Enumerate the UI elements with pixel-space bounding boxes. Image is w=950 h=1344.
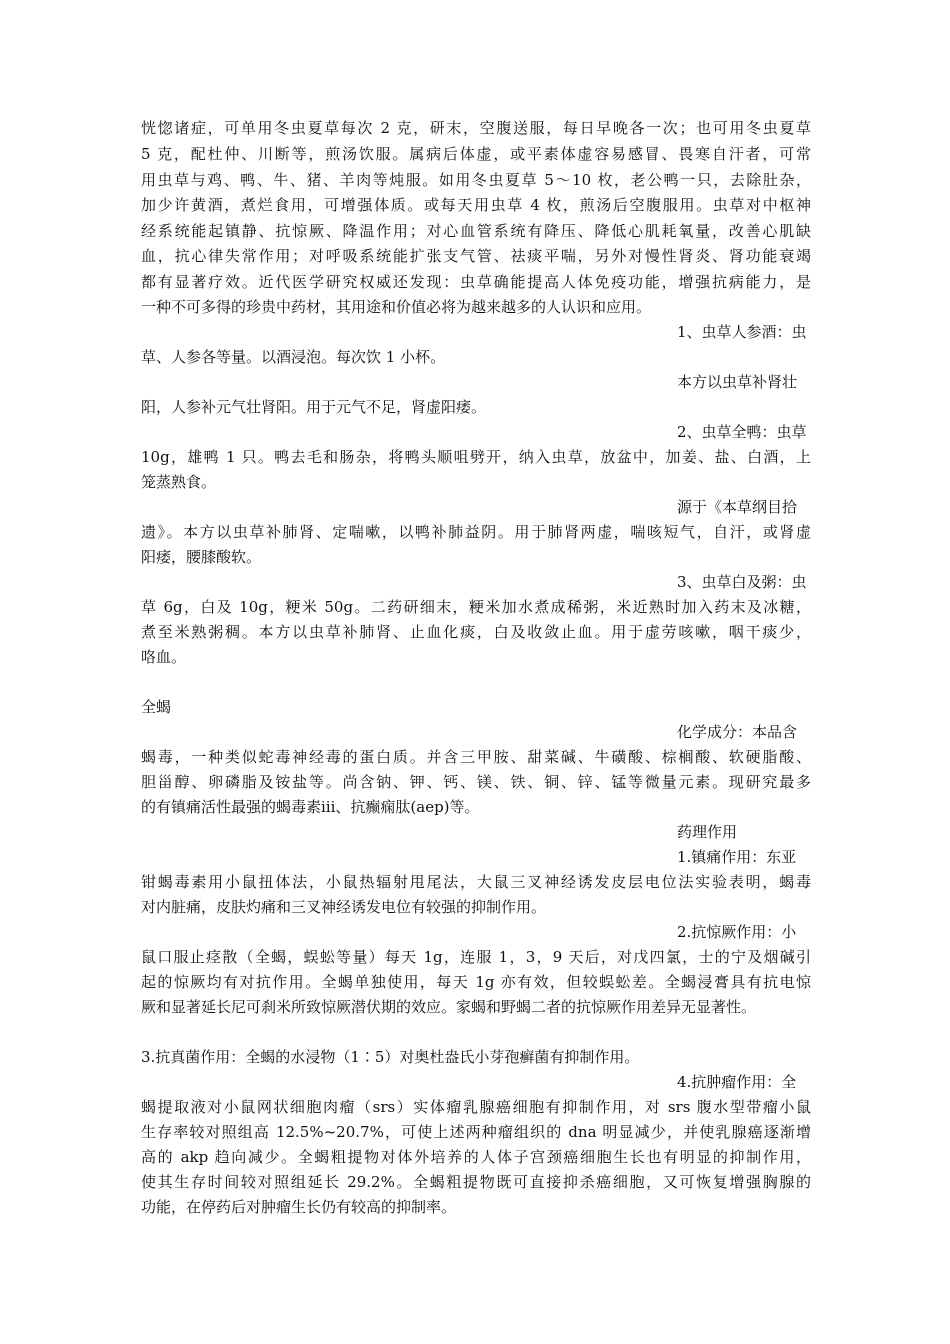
subsection-heading: 4.抗肿瘤作用：全 — [677, 1073, 797, 1091]
section-heading: 化学成分：本品含 — [677, 723, 798, 741]
paragraph-line: 起的惊厥均有对抗作用。全蝎单独使用，每天 1g 亦有效，但较蜈蚣差。全蝎浸膏具有抗电惊 — [141, 973, 811, 991]
subsection-heading: 1.镇痛作用：东亚 — [677, 848, 797, 866]
paragraph-line: 胆甾醇、卵磷脂及铵盐等。尚含钠、钾、钙、镁、铁、铜、锌、锰等微量元素。现研究最多 — [141, 773, 811, 791]
paragraph-line: 生存率较对照组高 12.5%~20.7%，可使上述两种瘤组织的 dna 明显减少，并使乳腺癌逐渐增 — [141, 1123, 811, 1141]
paragraph-line: 厥和显著延长尼可刹米所致惊厥潜伏期的效应。家蝎和野蝎二者的抗惊厥作用差异无显著性。 — [141, 998, 757, 1016]
paragraph-line: 蝎毒，一种类似蛇毒神经毒的蛋白质。并含三甲胺、甜菜碱、牛磺酸、棕榈酸、软硬脂酸、 — [141, 748, 811, 766]
paragraph-line: 本方以虫草补肾壮 — [677, 373, 798, 391]
paragraph-line: 血，抗心律失常作用；对呼吸系统能扩张支气管、祛痰平喘，另外对慢性肾炎、肾功能衰竭 — [141, 247, 811, 265]
paragraph-line: 一种不可多得的珍贵中药材，其用途和价值必将为越来越多的人认识和应用。 — [141, 298, 652, 316]
paragraph-line: 5 克，配杜仲、川断等，煎汤饮服。属病后体虚，或平素体虚容易感冒、畏寒自汗者，可常 — [141, 145, 811, 163]
paragraph-line: 笼蒸熟食。 — [141, 473, 217, 491]
paragraph-line: 源于《本草纲目拾 — [677, 498, 798, 516]
recipe-heading: 2、虫草全鸭：虫草 — [677, 423, 807, 441]
paragraph-line: 加少许黄酒，煮烂食用，可增强体质。或每天用虫草 4 枚，煎汤后空腹服用。虫草对中枢神 — [141, 196, 811, 214]
paragraph-line: 3.抗真菌作用：全蝎的水浸物（1∶5）对奥杜盎氏小芽孢癣菌有抑制作用。 — [141, 1048, 640, 1066]
paragraph-line: 钳蝎毒素用小鼠扭体法，小鼠热辐射甩尾法，大鼠三叉神经诱发皮层电位法实验表明，蝎毒 — [141, 873, 811, 891]
recipe-heading: 3、虫草白及粥：虫 — [677, 573, 807, 591]
paragraph-line: 都有显著疗效。近代医学研究权威还发现：虫草确能提高人体免疫功能，增强抗病能力，是 — [141, 273, 811, 291]
paragraph-line: 10g，雄鸭 1 只。鸭去毛和肠杂，将鸭头顺咀劈开，纳入虫草，放盆中，加姜、盐、白酒，上 — [141, 448, 811, 466]
paragraph-line: 草、人参各等量。以酒浸泡。每次饮 1 小杯。 — [141, 348, 446, 366]
section-title: 全蝎 — [141, 698, 172, 716]
paragraph-line: 咯血。 — [141, 648, 187, 666]
subsection-heading: 2.抗惊厥作用：小 — [677, 923, 797, 941]
paragraph-line: 的有镇痛活性最强的蝎毒素ⅲ、抗癫痫肽(aep)等。 — [141, 798, 480, 816]
section-heading: 药理作用 — [677, 823, 738, 841]
paragraph-line: 阳，人参补元气壮肾阳。用于元气不足，肾虚阳痿。 — [141, 398, 487, 416]
paragraph-line: 遗》。本方以虫草补肺肾、定喘嗽，以鸭补肺益阴。用于肺肾两虚，喘咳短气，自汗，或肾虚 — [141, 523, 811, 541]
paragraph-line: 用虫草与鸡、鸭、牛、猪、羊肉等炖服。如用冬虫夏草 5～10 枚，老公鸭一只，去除肚杂， — [141, 171, 811, 189]
paragraph-line: 草 6g，白及 10g，粳米 50g。二药研细末，粳米加水煮成稀粥，米近熟时加入药末及冰糖， — [141, 598, 811, 616]
paragraph-line: 功能，在停药后对肿瘤生长仍有较高的抑制率。 — [141, 1198, 457, 1216]
recipe-heading: 1、虫草人参酒：虫 — [677, 323, 807, 341]
paragraph-line: 高的 akp 趋向减少。全蝎粗提物对体外培养的人体子宫颈癌细胞生长也有明显的抑制作用， — [141, 1148, 811, 1166]
paragraph-line: 煮至米熟粥稠。本方以虫草补肺肾、止血化痰，白及收敛止血。用于虚劳咳嗽，咽干痰少， — [141, 623, 811, 641]
paragraph-line: 蝎提取液对小鼠网状细胞肉瘤（srs）实体瘤乳腺癌细胞有抑制作用，对 srs 腹水型带瘤小鼠 — [141, 1098, 811, 1116]
paragraph-line: 鼠口服止痉散（全蝎，蜈蚣等量）每天 1g，连服 1，3，9 天后，对戊四氯，士的宁及烟碱引 — [141, 948, 811, 966]
paragraph-line: 阳痿，腰膝酸软。 — [141, 548, 262, 566]
paragraph-line: 恍惚诸症，可单用冬虫夏草每次 2 克，研末，空腹送服，每日早晚各一次；也可用冬虫夏草 — [141, 119, 811, 137]
paragraph-line: 对内脏痛，皮肤灼痛和三叉神经诱发电位有较强的抑制作用。 — [141, 898, 547, 916]
paragraph-line: 使其生存时间较对照组延长 29.2%。全蝎粗提物既可直接抑杀癌细胞，又可恢复增强胸腺的 — [141, 1173, 811, 1191]
paragraph-line: 经系统能起镇静、抗惊厥、降温作用；对心血管系统有降压、降低心肌耗氧量，改善心肌缺 — [141, 222, 811, 240]
